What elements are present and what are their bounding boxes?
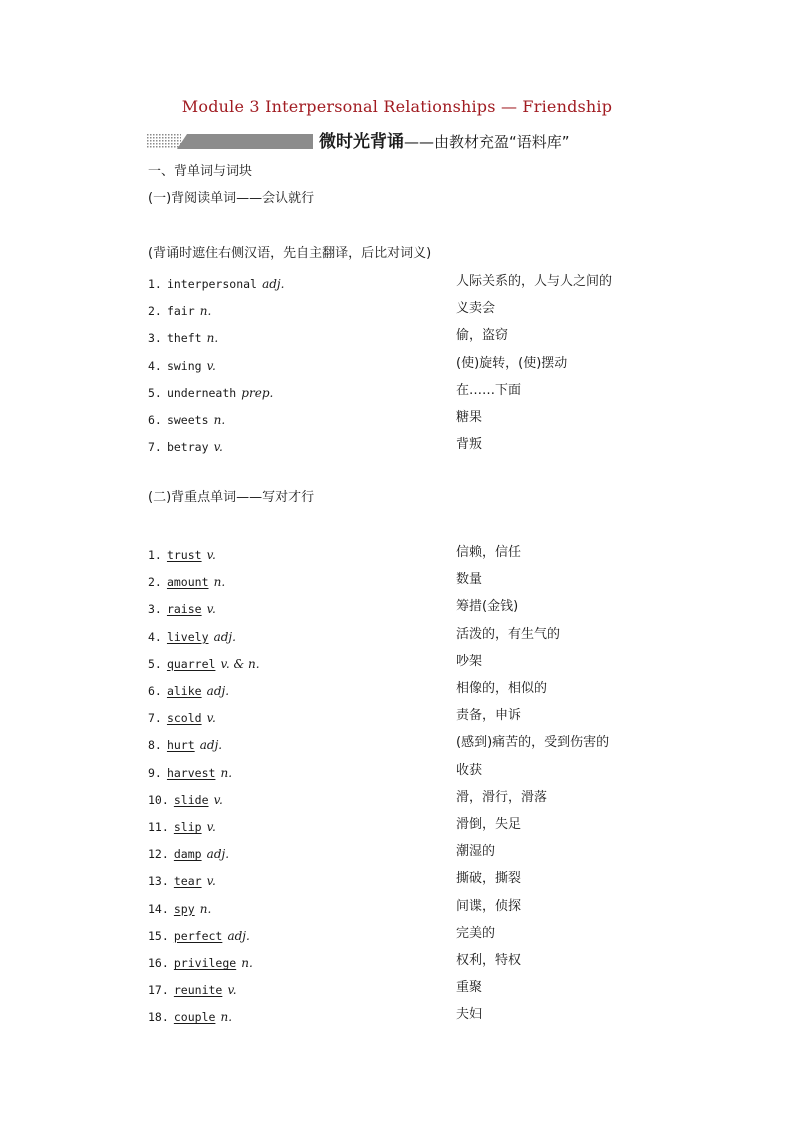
entry-meaning: 筹措(金钱) (456, 599, 519, 615)
entry-word: raise (166, 602, 202, 617)
vocab-entry (148, 762, 668, 780)
entry-word: slip (173, 820, 202, 834)
entry-part-of-speech: adj. (206, 847, 230, 862)
entry-part-of-speech: n. (199, 304, 212, 319)
entry-number: 3. (148, 331, 162, 346)
part2-heading: (二)背重点单词——写对才行 (148, 490, 315, 505)
entry-word: scold (166, 711, 202, 726)
entry-number: 5. (148, 385, 162, 400)
entry-number: 10. (148, 792, 169, 807)
entry-word: privilege (173, 956, 237, 970)
entry-number: 5. (148, 656, 162, 671)
entry-part-of-speech: v. (206, 358, 216, 373)
entry-part-of-speech: n. (199, 901, 212, 916)
vocab-entry (148, 979, 668, 997)
entry-word: theft (166, 331, 202, 346)
entry-number: 15. (148, 928, 169, 943)
entry-part-of-speech: n. (241, 956, 253, 970)
entry-meaning: 间谍，侦探 (456, 898, 522, 914)
entry-meaning: 信赖，信任 (456, 545, 522, 560)
entry-meaning: 在……下面 (456, 382, 522, 398)
entry-meaning: 撕破，撕裂 (456, 871, 522, 887)
entry-number: 13. (148, 874, 169, 889)
vocab-term (148, 626, 236, 646)
entry-word: alike (166, 684, 202, 698)
entry-meaning: 活泼的，有生气的 (456, 626, 561, 642)
vocab-entry (148, 382, 668, 400)
entry-meaning: 权利，特权 (456, 953, 522, 968)
banner-text (319, 131, 570, 153)
vocab-term (148, 653, 260, 673)
entry-part-of-speech: v. (206, 711, 216, 726)
part1-heading: (一)背阅读单词——会认就行 (148, 191, 315, 206)
vocab-term (148, 327, 218, 347)
vocab-entry (148, 327, 668, 345)
entry-number: 8. (148, 738, 162, 753)
entry-number: 6. (148, 413, 162, 427)
entry-number: 7. (148, 711, 162, 726)
entry-meaning: 人际关系的，人与人之间的 (456, 274, 613, 289)
entry-number: 4. (148, 629, 162, 644)
entry-word: reunite (173, 983, 223, 998)
entry-part-of-speech: adj. (213, 629, 236, 644)
entry-meaning: 偷，盗窃 (456, 328, 509, 344)
vocab-term (148, 680, 229, 700)
entry-number: 12. (148, 847, 169, 862)
entry-number: 3. (148, 602, 162, 617)
vocab-entry (148, 626, 668, 644)
vocab-entry (148, 952, 668, 970)
vocab-term (148, 571, 225, 591)
entry-meaning: 相像的，相似的 (456, 681, 548, 696)
entry-number: 14. (148, 901, 169, 916)
entry-meaning: 糖果 (456, 410, 483, 425)
entry-part-of-speech: n. (213, 575, 226, 590)
entry-number: 6. (148, 684, 162, 698)
entry-meaning: (使)旋转，(使)摆动 (456, 355, 568, 371)
entry-part-of-speech: v. (206, 548, 216, 562)
part1-instruction: (背诵时遮住右侧汉语，先自主翻译，后比对词义) (148, 246, 432, 261)
entry-word: tear (173, 874, 202, 889)
section1-heading: 一、背单词与词块 (148, 164, 253, 179)
entry-number: 1. (148, 548, 162, 562)
entry-part-of-speech: adj. (199, 738, 223, 753)
vocab-term (148, 707, 216, 727)
vocab-entry (148, 544, 668, 562)
entry-word: interpersonal (166, 277, 257, 291)
entry-word: slide (173, 792, 209, 807)
entry-word: underneath (166, 385, 237, 400)
vocab-entry (148, 355, 668, 373)
entry-part-of-speech: adj. (206, 684, 230, 698)
entry-number: 7. (148, 440, 162, 455)
entry-word: trust (166, 548, 202, 562)
entry-number: 2. (148, 575, 162, 590)
entry-part-of-speech: v. (213, 792, 223, 807)
banner-main-text: 微时光背诵 (319, 132, 404, 152)
vocab-entry (148, 898, 668, 916)
banner-sub-text: ——由教材充盈“语料库” (404, 133, 570, 151)
vocab-entry (148, 598, 668, 616)
entry-meaning: 滑，滑行，滑落 (456, 789, 548, 805)
vocab-term (148, 382, 273, 402)
entry-part-of-speech: n. (206, 331, 219, 346)
vocab-term (148, 1006, 232, 1026)
entry-word: spy (173, 901, 195, 916)
banner-decoration (147, 134, 313, 149)
vocab-term (148, 789, 223, 809)
vocab-term (148, 762, 232, 782)
entry-meaning: 重聚 (456, 980, 483, 996)
vocab-term (148, 952, 253, 972)
vocab-term (148, 273, 284, 293)
vocab-entry (148, 1006, 668, 1024)
entry-meaning: (感到)痛苦的，受到伤害的 (456, 735, 610, 751)
entry-part-of-speech: n. (213, 413, 226, 427)
vocab-term (148, 734, 222, 754)
entry-meaning: 夫妇 (456, 1007, 483, 1023)
vocab-term (148, 925, 250, 945)
vocab-entry (148, 816, 668, 834)
entry-meaning: 义卖会 (456, 301, 496, 317)
entry-meaning: 滑倒，失足 (456, 817, 522, 832)
vocab-term (148, 355, 216, 375)
vocab-entry (148, 870, 668, 888)
vocab-term (148, 816, 216, 836)
entry-part-of-speech: v. (206, 874, 216, 889)
entry-meaning: 潮湿的 (456, 844, 496, 860)
vocab-term (148, 300, 211, 320)
entry-word: quarrel (166, 656, 216, 671)
entry-meaning: 背叛 (456, 437, 483, 453)
entry-number: 2. (148, 304, 162, 319)
vocab-term (148, 979, 237, 999)
entry-word: swing (166, 358, 202, 373)
entry-meaning: 完美的 (456, 925, 496, 941)
vocab-entry (148, 789, 668, 807)
entry-part-of-speech: v. (206, 820, 216, 834)
entry-number: 11. (148, 820, 169, 834)
vocab-entry (148, 653, 668, 671)
entry-number: 9. (148, 765, 162, 780)
vocab-entry (148, 571, 668, 589)
section-banner (147, 131, 667, 155)
vocab-entry (148, 707, 668, 725)
entry-word: perfect (173, 928, 223, 943)
entry-word: harvest (166, 765, 216, 780)
entry-word: couple (173, 1010, 216, 1025)
vocab-term (148, 870, 216, 890)
vocab-entry (148, 925, 668, 943)
entry-meaning: 责备，申诉 (456, 708, 522, 724)
entry-part-of-speech: n. (220, 1010, 233, 1025)
entry-word: hurt (166, 738, 195, 753)
vocab-term (148, 436, 223, 456)
entry-part-of-speech: adj. (227, 928, 250, 943)
entry-number: 1. (148, 277, 162, 291)
vocab-term (148, 898, 211, 918)
entry-number: 16. (148, 956, 169, 970)
entry-word: betray (166, 440, 209, 455)
entry-word: sweets (166, 413, 209, 427)
entry-meaning: 收获 (456, 762, 483, 778)
entry-part-of-speech: prep. (241, 385, 274, 400)
vocab-entry (148, 734, 668, 752)
entry-meaning: 吵架 (456, 653, 483, 669)
vocab-entry (148, 843, 668, 861)
page-title: Module 3 Interpersonal Relationships — Friendship (181, 97, 613, 116)
vocab-entry (148, 409, 668, 427)
entry-word: amount (166, 575, 209, 590)
vocab-term (148, 843, 229, 863)
entry-part-of-speech: v. (213, 440, 223, 455)
entry-meaning: 数量 (456, 572, 483, 588)
entry-word: fair (166, 304, 195, 319)
entry-part-of-speech: adj. (262, 277, 285, 291)
entry-number: 17. (148, 983, 169, 998)
vocab-term (148, 598, 216, 618)
vocab-term (148, 409, 225, 429)
vocab-entry (148, 300, 668, 318)
entry-part-of-speech: v. (206, 602, 216, 617)
vocab-entry (148, 436, 668, 454)
entry-number: 4. (148, 358, 162, 373)
vocab-term (148, 544, 216, 564)
entry-number: 18. (148, 1010, 169, 1025)
vocab-entry (148, 273, 668, 291)
entry-word: lively (166, 629, 209, 644)
vocab-entry (148, 680, 668, 698)
entry-part-of-speech: v. & n. (220, 656, 260, 671)
entry-part-of-speech: n. (220, 765, 233, 780)
entry-word: damp (173, 847, 202, 862)
entry-part-of-speech: v. (227, 983, 237, 998)
